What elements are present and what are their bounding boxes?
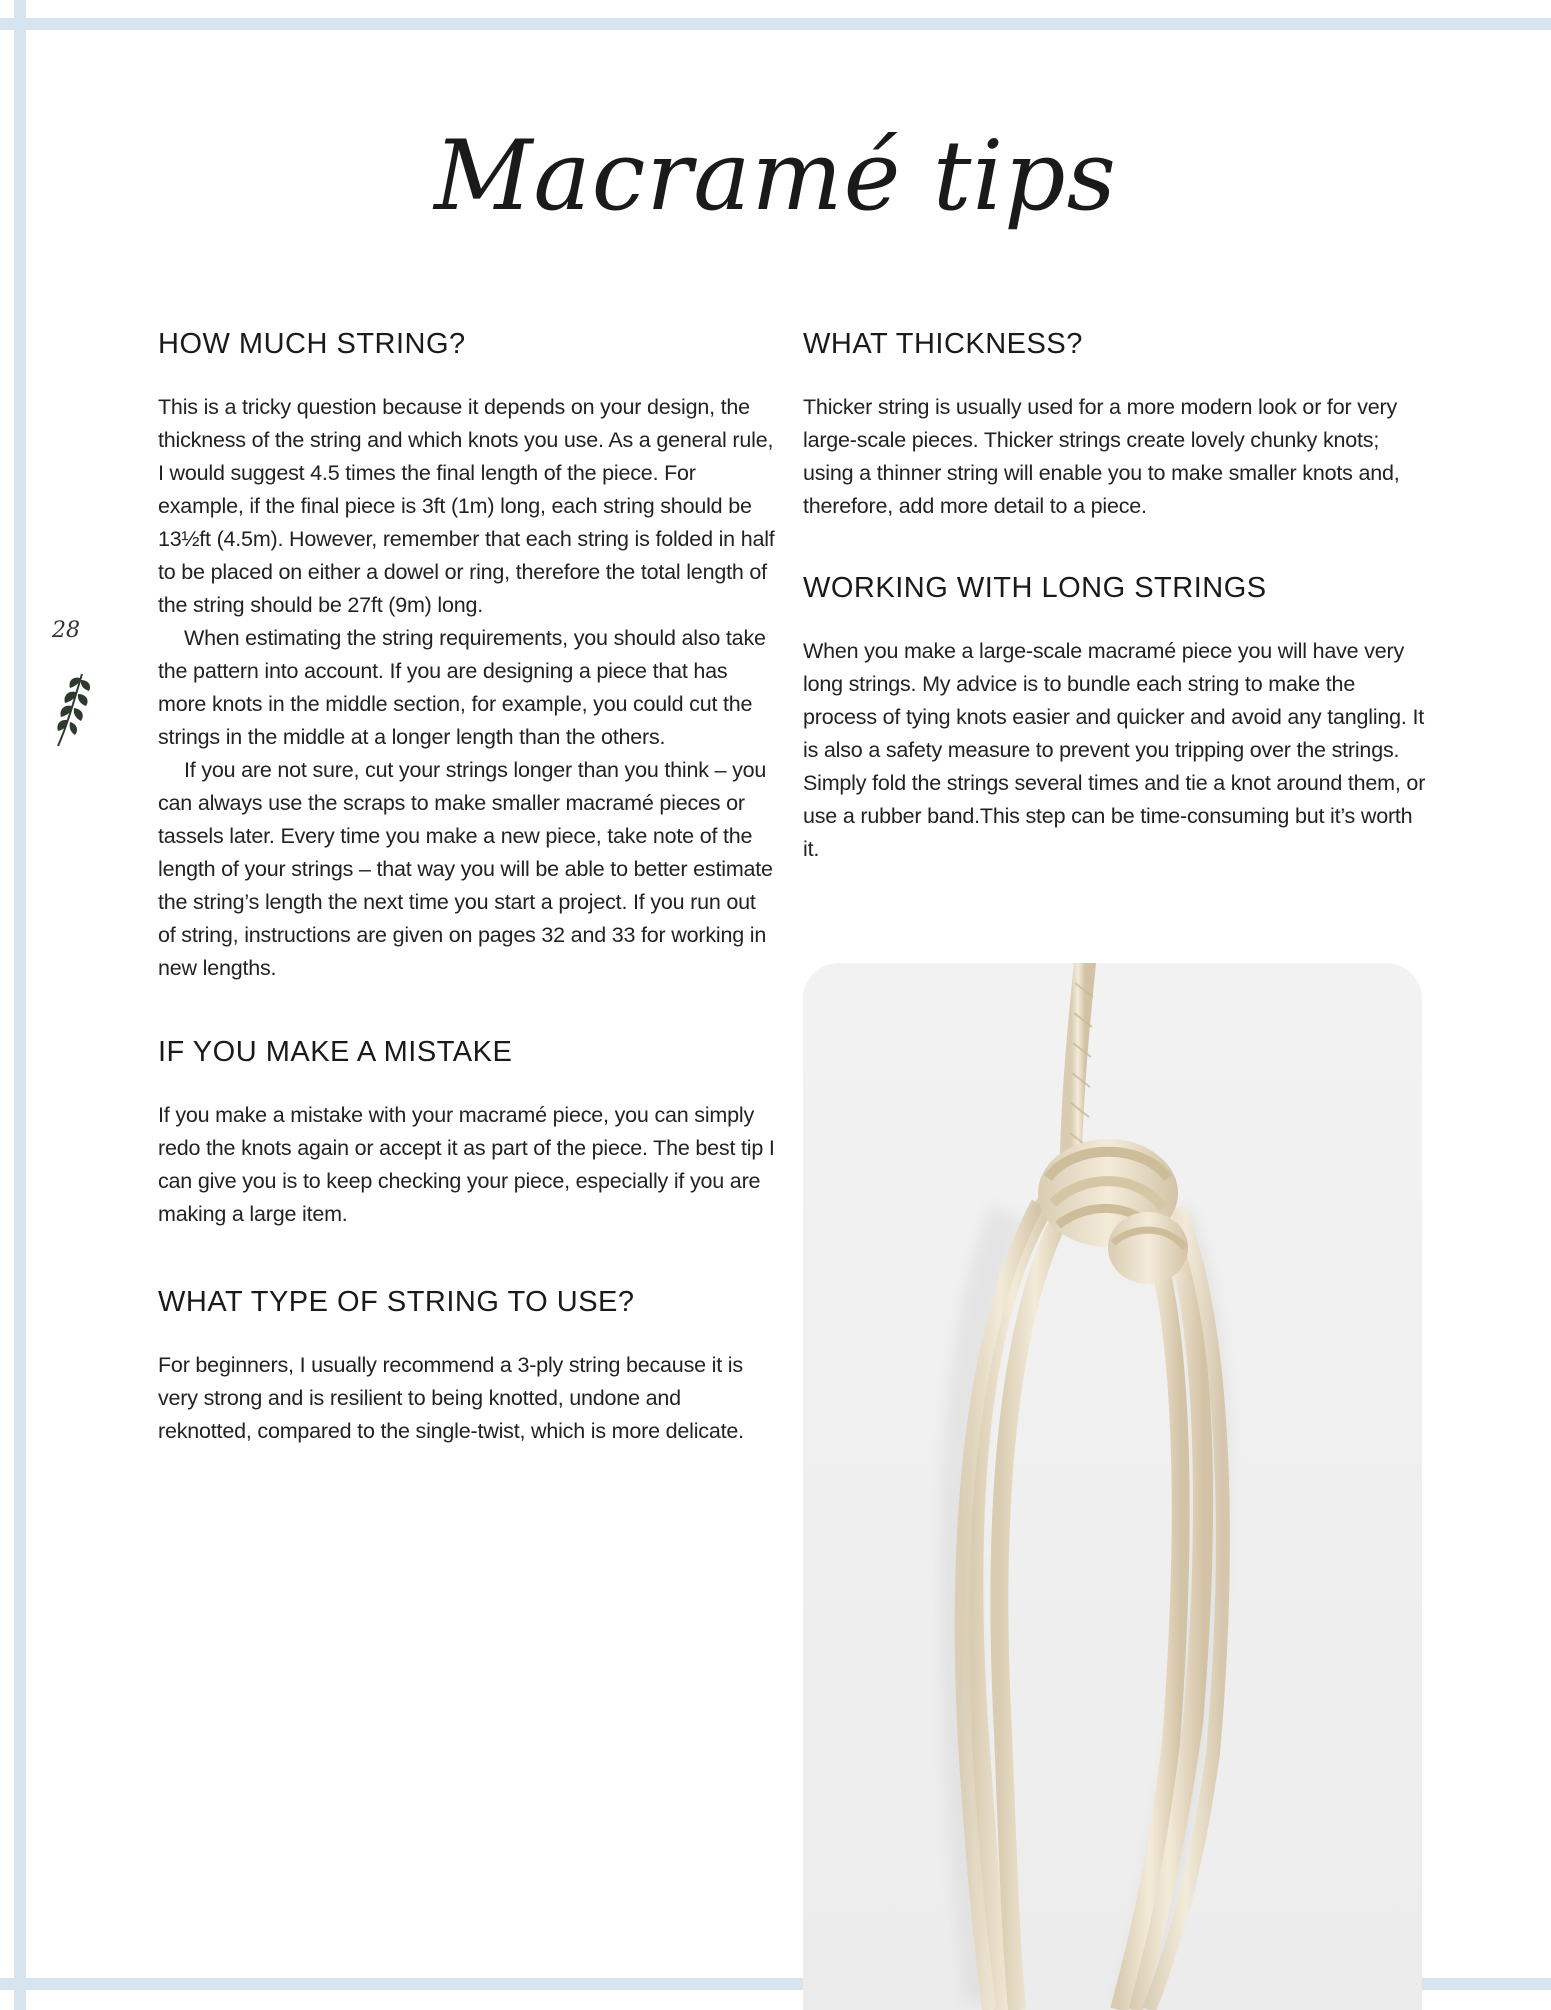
paragraph: If you are not sure, cut your strings longer than you think – you can always use the scraps to make smaller macramé pieces or tassels later. Every time you make a new piece, take note of the length of your strings – that way you will be able to better estimate the string’s length the next time you start a project. If you run out of string, instructions are given on pages 32 and 33 for working in new lengths. xyxy=(158,758,773,980)
paragraph: When you make a large-scale macramé piece you will have very long strings. My advice is to bundle each string to make the process of tying knots easier and quicker and avoid any tangling. It is also a safety measure to prevent you tripping over the strings. Simply fold the strings several times and tie a knot around them, or use a rubber band.This step can be time-consuming but it’s worth it. xyxy=(803,639,1426,861)
paragraph: For beginners, I usually recommend a 3-ply string because it is very strong and is resilient to being knotted, undone and reknotted, compared to the single-twist, which is more delicate. xyxy=(158,1353,744,1443)
paragraph: When estimating the string requirements, you should also take the pattern into account. If you are designing a piece that has more knots in the middle section, for example, you could cut the strings in the middle at a longer length than the others. xyxy=(158,626,766,749)
page-title: Macramé tips xyxy=(434,120,1117,232)
page-border-top xyxy=(0,18,1551,30)
paragraph: This is a tricky question because it depends on your design, the thickness of the string and which knots you use. As a general rule, I would suggest 4.5 times the final length of the piece. For example, if the final piece is 3ft (1m) long, each string should be 13½ft (4.5m). However, remember that each string is folded in half to be placed on either a dowel or ring, therefore the total length of the string should be 27ft (9m) long. xyxy=(158,395,775,617)
section-what-type-of-string xyxy=(158,1283,778,1448)
section-heading: WORKING WITH LONG STRINGS xyxy=(803,572,1267,604)
section-heading: WHAT TYPE OF STRING TO USE? xyxy=(158,1286,635,1318)
section-working-with-long-strings xyxy=(803,569,1433,866)
section-if-you-make-a-mistake xyxy=(158,1033,778,1231)
page-border-left xyxy=(14,0,26,2010)
section-how-much-string xyxy=(158,325,778,985)
section-what-thickness xyxy=(803,325,1433,523)
page-number: 28 xyxy=(52,618,80,643)
left-column xyxy=(158,325,778,1448)
paragraph: If you make a mistake with your macramé piece, you can simply redo the knots again or accept it as part of the piece. The best tip I can give you is to keep checking your piece, especially if you are making a large item. xyxy=(158,1103,775,1226)
right-column xyxy=(803,325,1433,866)
leaf-icon xyxy=(48,668,96,748)
paragraph: Thicker string is usually used for a more modern look or for very large-scale pieces. Thicker strings create lovely chunky knots; using a thinner string will enable you to make smaller knots and, therefore, add more detail to a piece. xyxy=(803,395,1400,518)
rope-knot-photo xyxy=(803,963,1422,2010)
section-heading: HOW MUCH STRING? xyxy=(158,328,466,360)
rope-illustration xyxy=(803,963,1422,2010)
section-heading: WHAT THICKNESS? xyxy=(803,328,1083,360)
section-heading: IF YOU MAKE A MISTAKE xyxy=(158,1036,513,1068)
